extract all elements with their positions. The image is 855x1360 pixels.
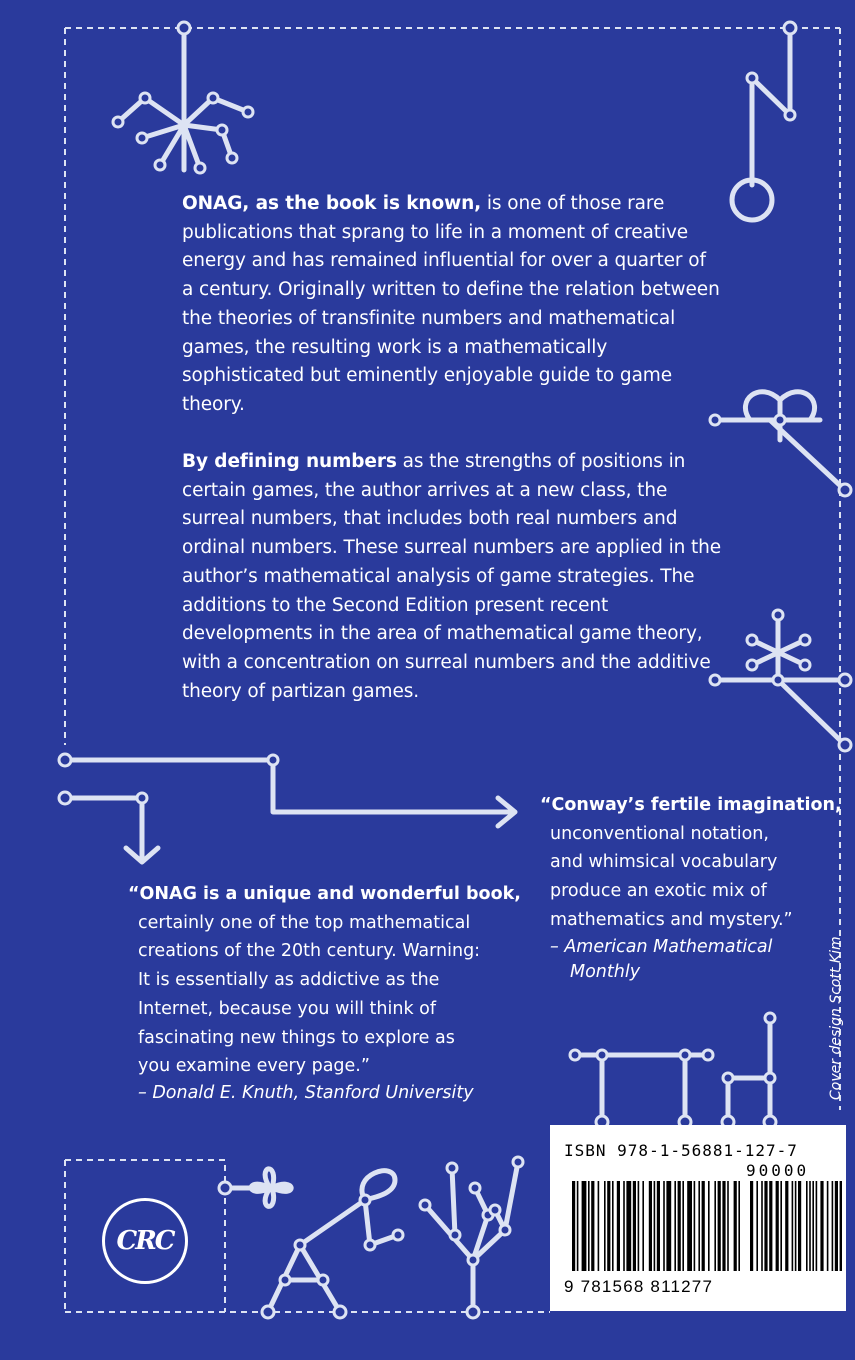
barcode-addon-bar xyxy=(816,1181,818,1271)
barcode-bar xyxy=(714,1181,716,1271)
barcode-bar xyxy=(682,1181,684,1271)
quote-knuth-line: creations of the 20th century. Warning: xyxy=(138,941,481,962)
description-lead-1: ONAG, as the book is known, xyxy=(182,193,482,214)
barcode-bar xyxy=(582,1181,587,1271)
barcode-bar xyxy=(577,1181,579,1271)
quote-knuth xyxy=(128,880,521,1106)
barcode-bar xyxy=(657,1181,660,1271)
quote-knuth-line: It is essentially as addictive as the xyxy=(138,970,440,991)
glyph-clover xyxy=(225,1169,291,1207)
barcode-addon-bar xyxy=(785,1181,788,1271)
barcode-addon-bar xyxy=(840,1181,842,1271)
quote-knuth-lead: “ONAG is a unique and wonderful book, xyxy=(128,884,521,904)
barcode-bar xyxy=(663,1181,665,1271)
barcode-bar xyxy=(734,1181,737,1271)
description-paragraph-2 xyxy=(182,448,722,706)
glyph-table xyxy=(575,1018,770,1125)
arrow-path xyxy=(65,760,515,862)
barcode-addon-bar xyxy=(756,1181,758,1271)
barcode-addon-bar xyxy=(812,1181,814,1271)
barcode-bar xyxy=(674,1181,676,1271)
glyph-letter-n xyxy=(732,28,790,220)
quote-conway xyxy=(540,791,842,985)
barcode-bar xyxy=(718,1181,721,1271)
barcode-addon-bar xyxy=(820,1181,823,1271)
glyph-loop xyxy=(300,1171,398,1245)
barcode-bar xyxy=(649,1181,652,1271)
barcode-bar xyxy=(722,1181,725,1271)
barcode-bar xyxy=(702,1181,705,1271)
barcode-bar xyxy=(598,1181,600,1271)
barcode-addon-bar xyxy=(750,1181,753,1271)
glyph-snowflake xyxy=(118,28,248,170)
quote-knuth-line: Internet, because you will think of xyxy=(138,998,437,1019)
ean-digits: 9 781568 811277 xyxy=(564,1277,714,1296)
quote-conway-line: unconventional notation, xyxy=(550,823,769,844)
barcode-bar xyxy=(694,1181,696,1271)
barcode-bars xyxy=(572,1181,842,1281)
quote-conway-attribution: – American Mathematical xyxy=(550,936,773,957)
barcode-addon-bar xyxy=(769,1181,772,1271)
description-body-2: as the strengths of positions in certain games, the author arrives at a new class, the surreal numbers, that includes both real numbers and ordinal numbers. These surreal numbers are applied in the author’s mathematical analysis of game strategies. The additions to the Second Edition present recent developments in the area of mathematical game theory, with a concentration on surreal numbers and the additive theory of partizan games. xyxy=(182,451,722,702)
quote-knuth-line: certainly one of the top mathematical xyxy=(138,912,471,933)
isbn-number: ISBN 978-1-56881-127-7 xyxy=(564,1141,798,1160)
barcode-bar xyxy=(626,1181,631,1271)
barcode-bar xyxy=(642,1181,644,1271)
barcode-bar xyxy=(727,1181,729,1271)
barcode-addon-bar xyxy=(795,1181,797,1271)
quote-conway-lead: “Conway’s fertile imagination, xyxy=(540,795,842,815)
glyph-knot xyxy=(715,392,845,490)
quote-knuth-attribution: – Donald E. Knuth, Stanford University xyxy=(138,1082,474,1103)
barcode-addon-bar xyxy=(764,1181,767,1271)
quote-conway-line: mathematics and mystery.” xyxy=(550,909,793,930)
quote-conway-line: produce an exotic mix of xyxy=(550,881,767,902)
quote-knuth-line: fascinating new things to explore as xyxy=(138,1027,455,1048)
barcode-bar xyxy=(572,1181,575,1271)
quote-conway-line: and whimsical vocabulary xyxy=(550,852,778,873)
isbn-barcode xyxy=(550,1125,846,1311)
barcode-bar xyxy=(708,1181,710,1271)
description-body-1: is one of those rare publications that sprang to life in a moment of creative energy and has remained influential for over a quarter of a century. Originally written to define the relation between the theories of transfinite numbers and mathematical games, the resulting work is a mathematically sophisticated but eminently enjoyable guide to game theory. xyxy=(182,193,720,415)
cover-design-credit: Cover design Scott Kim xyxy=(828,936,844,1100)
barcode-bar xyxy=(591,1181,594,1271)
barcode-addon-bar xyxy=(798,1181,801,1271)
barcode-addon-bar xyxy=(761,1181,763,1271)
quote-conway-attribution-2: Monthly xyxy=(570,961,641,982)
barcode-addon-bar xyxy=(792,1181,794,1271)
barcode-addon-bar xyxy=(827,1181,829,1271)
barcode-bar xyxy=(687,1181,692,1271)
description-lead-2: By defining numbers xyxy=(182,451,397,472)
barcode-bar xyxy=(678,1181,681,1271)
barcode-addon-bar xyxy=(809,1181,811,1271)
barcode-bar xyxy=(588,1181,590,1271)
barcode-bar xyxy=(604,1181,606,1271)
barcode-bar xyxy=(623,1181,625,1271)
barcode-bar xyxy=(666,1181,671,1271)
quote-knuth-line: you examine every page.” xyxy=(138,1056,370,1077)
barcode-addon-bar xyxy=(806,1181,808,1271)
barcode-addon-bar xyxy=(835,1181,838,1271)
barcode-bar xyxy=(654,1181,656,1271)
barcode-addon-bar xyxy=(832,1181,834,1271)
barcode-bar xyxy=(617,1181,620,1271)
barcode-bar xyxy=(698,1181,700,1271)
barcode-bar xyxy=(638,1181,640,1271)
barcode-bar xyxy=(738,1181,740,1271)
barcode-bar xyxy=(633,1181,636,1271)
barcode-addon-bar xyxy=(780,1181,782,1271)
barcode-bar xyxy=(612,1181,614,1271)
barcode-addon-bar xyxy=(776,1181,779,1271)
description-paragraph-1 xyxy=(182,190,722,420)
barcode-bar xyxy=(607,1181,610,1271)
price-code: 90000 xyxy=(746,1161,810,1180)
publisher-logo: CRC xyxy=(102,1198,188,1284)
